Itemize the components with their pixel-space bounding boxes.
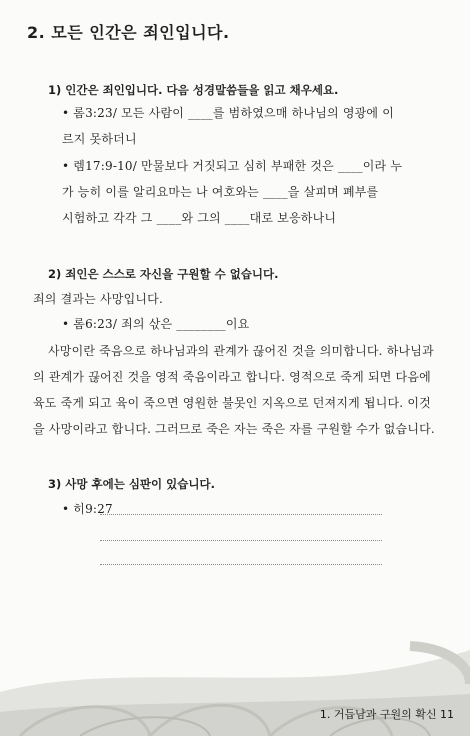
section2-line: 죄의 결과는 사망입니다. bbox=[33, 292, 163, 306]
page-title: 2. 모든 인간은 죄인입니다. bbox=[27, 23, 230, 42]
section1-line: 르지 못하더니 bbox=[62, 132, 137, 146]
answer-line bbox=[100, 514, 382, 515]
section2-line: 사망이란 죽음으로 하나님과의 관계가 끊어진 것을 의미합니다. 하나님과 bbox=[48, 344, 434, 358]
section2-heading: 2) 죄인은 스스로 자신을 구원할 수 없습니다. bbox=[48, 267, 279, 281]
section3-heading: 3) 사망 후에는 심판이 있습니다. bbox=[48, 477, 215, 491]
answer-line bbox=[100, 540, 382, 541]
section1-line: • 롬3:23/ 모든 사람이 ____를 범하였으매 하나님의 영광에 이 bbox=[62, 106, 395, 120]
section1-heading: 1) 인간은 죄인입니다. 다음 성경말씀들을 읽고 채우세요. bbox=[48, 83, 339, 97]
section1-line: • 렘17:9-10/ 만물보다 거짓되고 심히 부패한 것은 ____이라 누 bbox=[62, 159, 403, 173]
section1-line: 가 능히 이를 알리요마는 나 여호와는 ____을 살피며 폐부를 bbox=[62, 185, 379, 199]
section2-line: 육도 죽게 되고 육이 죽으면 영원한 불못인 지옥으로 던져지게 됩니다. 이것 bbox=[33, 396, 431, 410]
answer-line bbox=[100, 564, 382, 565]
section3-verse: • 히9:27 bbox=[62, 502, 113, 516]
page-footer: 1. 거듭남과 구원의 확신 11 bbox=[319, 708, 454, 721]
section2-line: • 롬6:23/ 죄의 삯은 ________이요 bbox=[62, 317, 250, 331]
section2-line: 의 관계가 끊어진 것을 영적 죽음이라고 합니다. 영적으로 죽게 되면 다음에 bbox=[33, 370, 431, 384]
section1-line: 시험하고 각각 그 ____와 그의 ____대로 보응하나니 bbox=[62, 211, 337, 225]
section2-line: 을 사망이라고 합니다. 그러므로 죽은 자는 죽은 자를 구원할 수가 없습니다. bbox=[33, 422, 435, 436]
